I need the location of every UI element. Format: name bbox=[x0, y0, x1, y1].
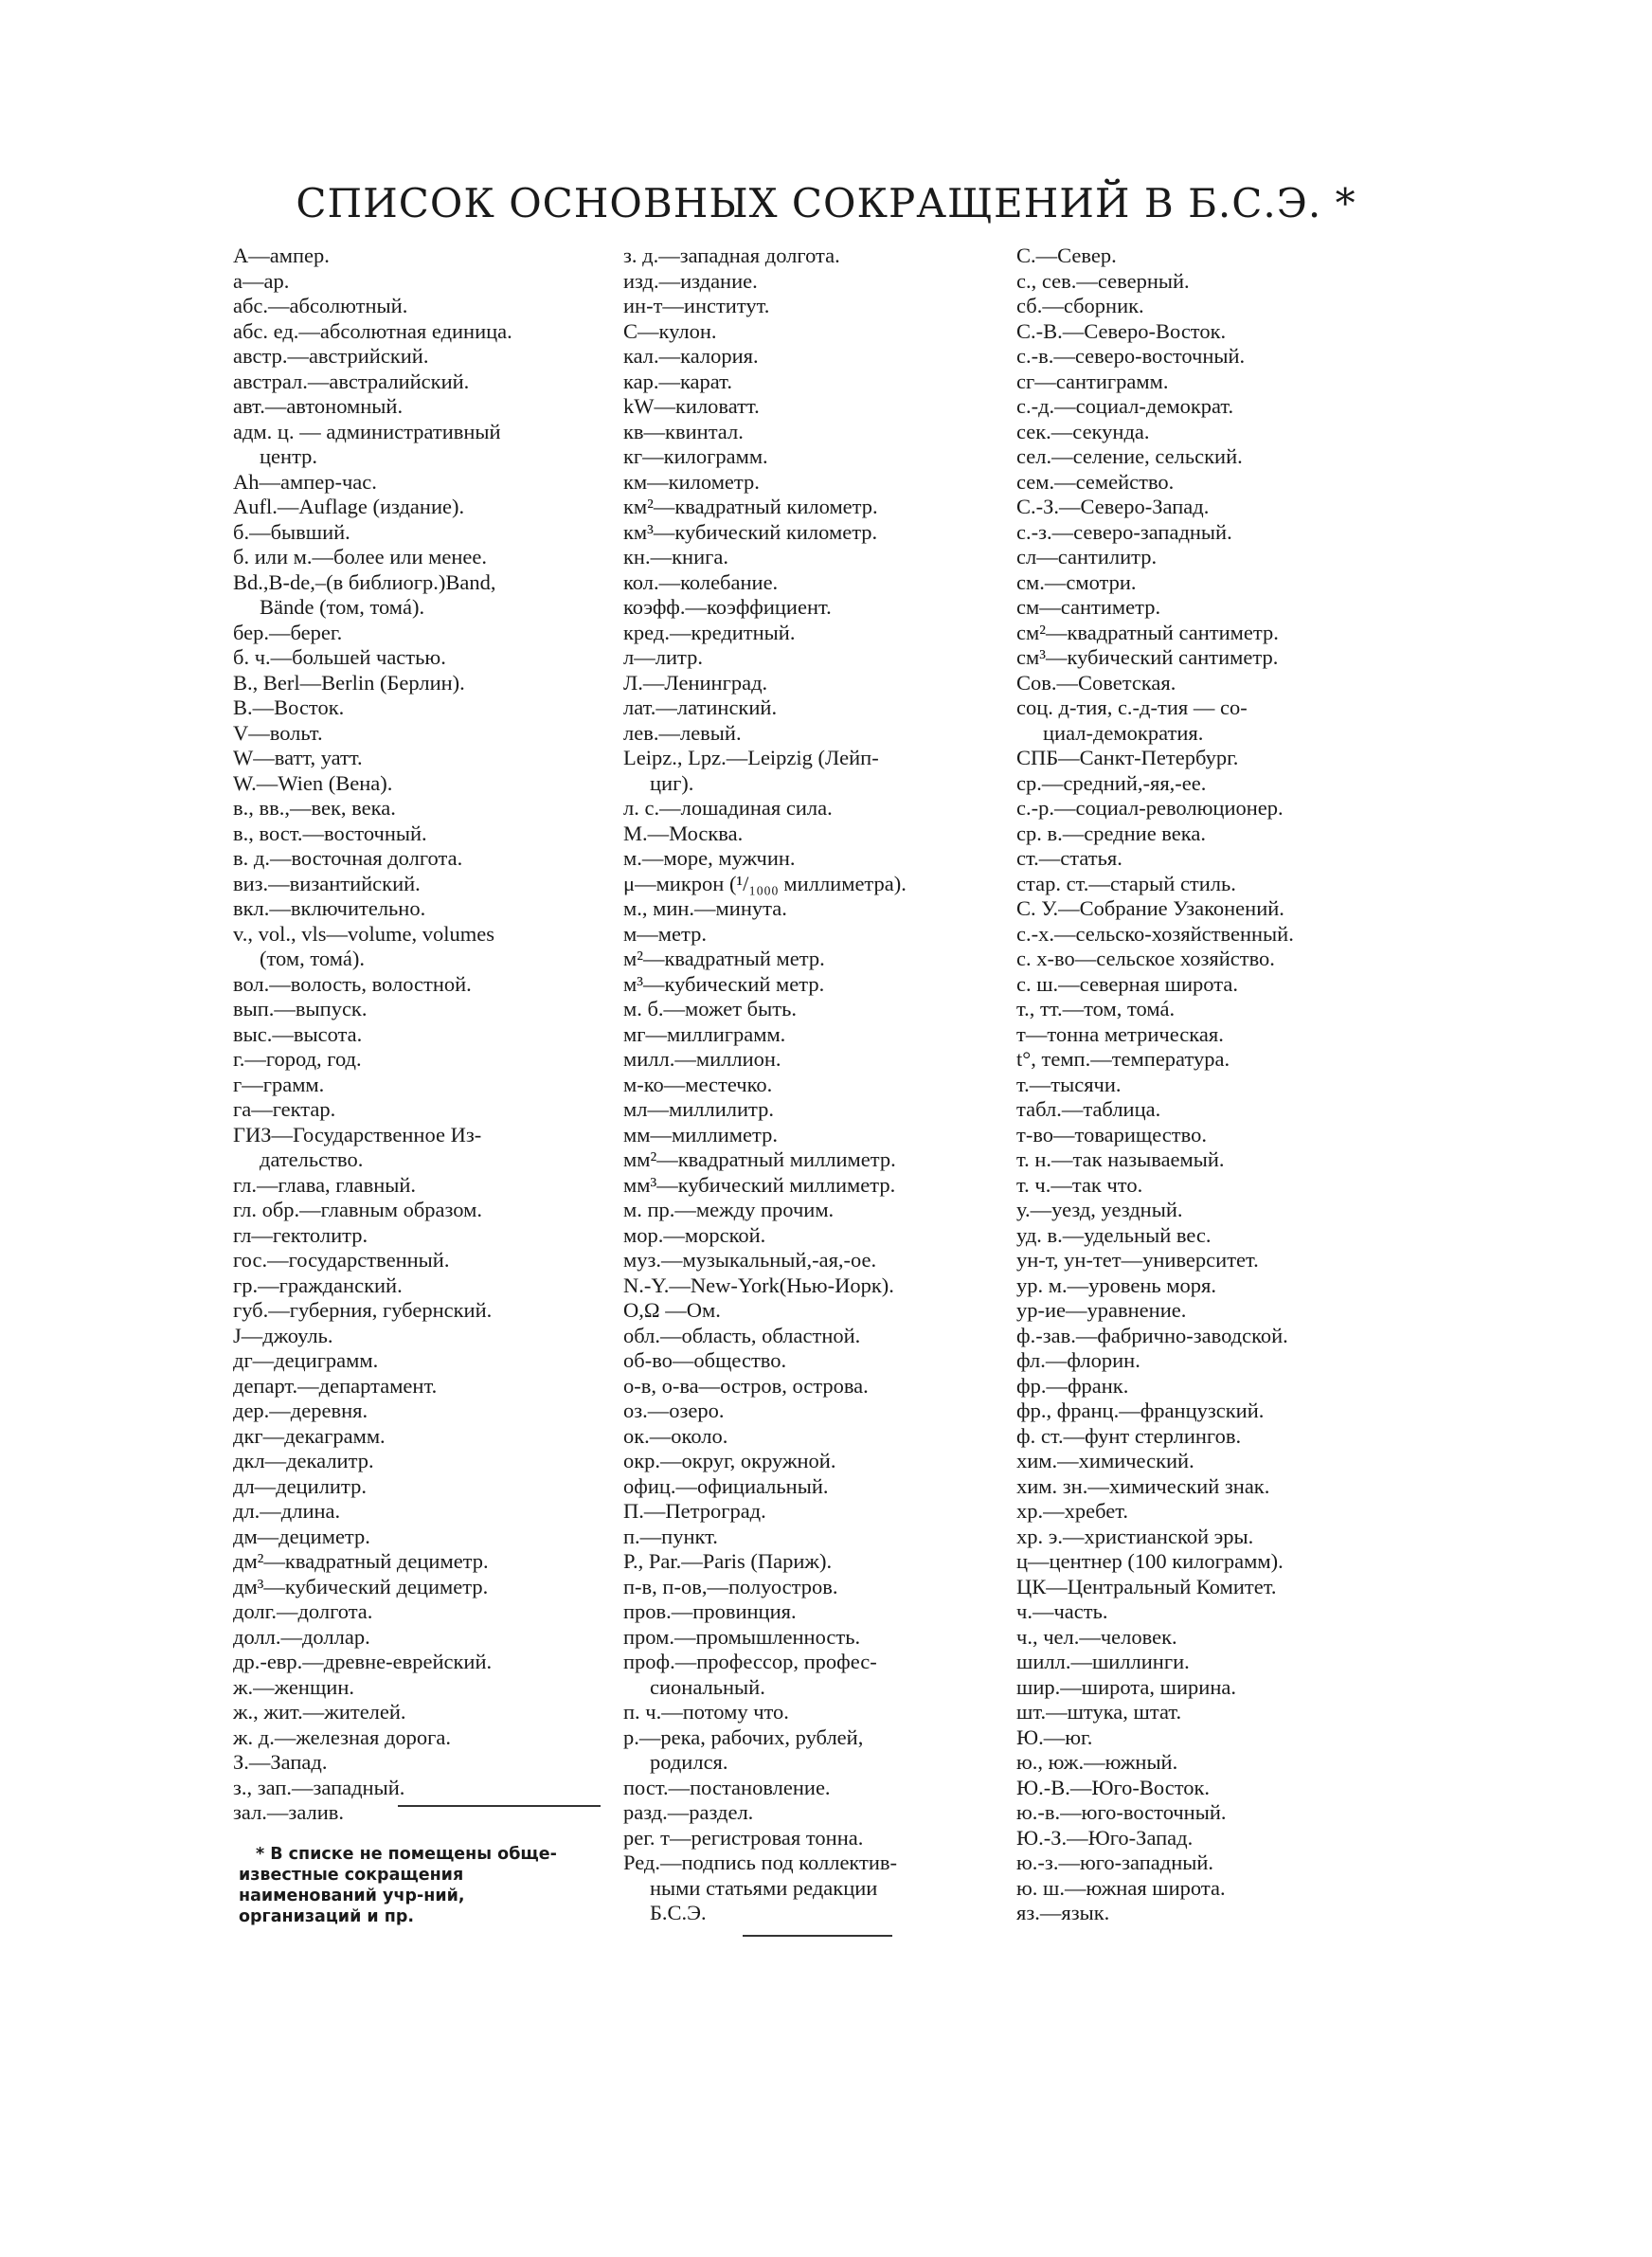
abbreviation-entry: гос.—государственный. bbox=[233, 1248, 450, 1272]
abbreviation-entry: С.—Север. bbox=[1016, 244, 1117, 267]
abbreviation-column-1 bbox=[233, 244, 602, 1826]
abbreviation-entry: ин-т—институт. bbox=[623, 294, 770, 317]
abbreviation-entry: проф.—профессор, профес- bbox=[623, 1650, 877, 1673]
abbreviation-entry: Ю.-В.—Юго-Восток. bbox=[1016, 1775, 1211, 1799]
abbreviation-entry: СПБ—Санкт-Петербург. bbox=[1016, 746, 1239, 769]
abbreviation-entry: авт.—автономный. bbox=[233, 394, 404, 418]
abbreviation-entry: С—кулон. bbox=[623, 318, 717, 343]
abbreviation-entry: О,Ω —Ом. bbox=[623, 1298, 721, 1322]
abbreviation-entry: лат.—латинский. bbox=[623, 695, 778, 719]
abbreviation-entry: мг—миллиграмм. bbox=[623, 1021, 786, 1046]
abbreviation-entry: ун-т, ун-тет—университет. bbox=[1016, 1248, 1259, 1272]
abbreviation-entry: ж.—женщин. bbox=[233, 1674, 354, 1699]
abbreviation-entry: П.—Петроград. bbox=[623, 1499, 766, 1523]
abbreviation-entry: W—ватт, уатт. bbox=[233, 746, 363, 769]
abbreviation-entry: т-во—товарищество. bbox=[1016, 1122, 1207, 1147]
abbreviation-entry: мл—миллилитр. bbox=[623, 1097, 774, 1121]
abbreviation-entry: сек.—секунда. bbox=[1016, 419, 1150, 443]
abbreviation-entry: вкл.—включительно. bbox=[233, 896, 426, 920]
abbreviation-entry: сг—сантиграмм. bbox=[1016, 369, 1169, 393]
abbreviation-entry: офиц.—официальный. bbox=[623, 1473, 829, 1498]
abbreviation-entry: км²—квадратный километр. bbox=[623, 495, 878, 518]
abbreviation-entry: фл.—флорин. bbox=[1016, 1348, 1140, 1372]
abbreviation-entry: департ.—департамент. bbox=[233, 1373, 438, 1398]
abbreviation-entry: гл.—глава, главный. bbox=[233, 1172, 417, 1197]
abbreviation-entry: гл—гектолитр. bbox=[233, 1222, 368, 1247]
abbreviation-entry: кар.—карат. bbox=[623, 369, 732, 393]
abbreviation-entry: дг—дециграмм. bbox=[233, 1348, 379, 1372]
footnote: * В списке не помещены обще-известные сокращения наименований учр-ний, организаций и пр. bbox=[239, 1845, 557, 1926]
abbreviation-entry: ф.-зав.—фабрично-заводской. bbox=[1016, 1323, 1288, 1347]
abbreviation-entry: стар. ст.—старый стиль. bbox=[1016, 871, 1236, 895]
abbreviation-entry: дм²—квадратный дециметр. bbox=[233, 1549, 489, 1573]
abbreviation-entry: м—метр. bbox=[623, 921, 707, 946]
abbreviation-entry: (том, томá). bbox=[260, 947, 366, 970]
abbreviation-entry: разд.—раздел. bbox=[623, 1800, 754, 1824]
abbreviation-entry: ср.—средний,-яя,-ее. bbox=[1016, 770, 1207, 795]
abbreviation-entry: б. или м.—более или менее. bbox=[233, 545, 488, 569]
abbreviation-entry: Ред.—подпись под коллектив- bbox=[623, 1851, 898, 1874]
abbreviation-entry: дер.—деревня. bbox=[233, 1399, 368, 1422]
abbreviation-entry: Leipz., Lpz.—Leipzig (Лейп- bbox=[623, 746, 879, 769]
abbreviation-entry: в., вост.—восточный. bbox=[233, 821, 427, 845]
abbreviation-entry: т—тонна метрическая. bbox=[1016, 1021, 1224, 1046]
abbreviation-entry: t°, темп.—температура. bbox=[1016, 1047, 1230, 1071]
abbreviation-entry: кн.—книга. bbox=[623, 545, 728, 569]
abbreviation-entry: т. ч.—так что. bbox=[1016, 1172, 1143, 1197]
abbreviation-entry: см²—квадратный сантиметр. bbox=[1016, 620, 1279, 644]
abbreviation-entry: км³—кубический километр. bbox=[623, 519, 878, 544]
abbreviation-entry: лев.—левый. bbox=[623, 720, 742, 745]
abbreviation-entry: С.-В.—Северо-Восток. bbox=[1016, 318, 1227, 343]
abbreviation-entry: З.—Запад. bbox=[233, 1750, 328, 1774]
abbreviation-entry: дм³—кубический дециметр. bbox=[233, 1574, 489, 1598]
abbreviation-entry: см³—кубический сантиметр. bbox=[1016, 645, 1279, 669]
abbreviation-entry: т.—тысячи. bbox=[1016, 1072, 1122, 1096]
abbreviation-entry: м-ко—местечко. bbox=[623, 1072, 773, 1096]
abbreviation-entry: км—километр. bbox=[623, 469, 760, 494]
abbreviation-entry: дательство. bbox=[260, 1147, 364, 1171]
abbreviation-entry: вып.—выпуск. bbox=[233, 997, 368, 1020]
abbreviation-entry: Ю.—юг. bbox=[1016, 1724, 1093, 1749]
abbreviation-entry: абс. ед.—абсолютная единица. bbox=[233, 318, 512, 343]
abbreviation-entry: С. У.—Собрание Узаконений. bbox=[1016, 896, 1284, 920]
abbreviation-entry: шт.—штука, штат. bbox=[1016, 1700, 1182, 1724]
abbreviation-entry: ю. ш.—южная широта. bbox=[1016, 1875, 1226, 1900]
abbreviation-entry: N.-Y.—New-York(Нью-Иорк). bbox=[623, 1273, 894, 1297]
abbreviation-entry: га—гектар. bbox=[233, 1097, 336, 1121]
abbreviation-entry: обл.—область, областной. bbox=[623, 1323, 861, 1347]
abbreviation-entry: родился. bbox=[650, 1750, 728, 1774]
abbreviation-entry: мм—миллиметр. bbox=[623, 1122, 778, 1147]
abbreviation-entry: В.—Восток. bbox=[233, 695, 345, 719]
abbreviation-entry: г.—город, год. bbox=[233, 1047, 362, 1071]
abbreviation-entry: л—литр. bbox=[623, 645, 703, 669]
abbreviation-entry: с.-з.—северо-западный. bbox=[1016, 519, 1232, 544]
abbreviation-entry: табл.—таблица. bbox=[1016, 1097, 1161, 1121]
abbreviation-entry: Ю.-З.—Юго-Запад. bbox=[1016, 1825, 1194, 1850]
abbreviation-entry: гл. обр.—главным образом. bbox=[233, 1198, 482, 1221]
abbreviation-entry: выс.—высота. bbox=[233, 1021, 363, 1046]
abbreviation-entry: муз.—музыкальный,-ая,-ое. bbox=[623, 1248, 877, 1272]
abbreviation-entry: м. пр.—между прочим. bbox=[623, 1198, 835, 1221]
abbreviation-entry: м²—квадратный метр. bbox=[623, 947, 825, 970]
abbreviation-entry: з. д.—западная долгота. bbox=[623, 244, 840, 267]
abbreviation-entry: соц. д-тия, с.-д-тия — со- bbox=[1016, 695, 1248, 719]
abbreviation-entry: V—вольт. bbox=[233, 720, 323, 745]
abbreviation-entry: л. с.—лошадиная сила. bbox=[623, 796, 833, 820]
abbreviation-entry: м., мин.—минута. bbox=[623, 896, 787, 920]
abbreviation-entry: Б.С.Э. bbox=[650, 1901, 707, 1924]
abbreviation-entry: вол.—волость, волостной. bbox=[233, 971, 472, 996]
abbreviation-entry: ч.—часть. bbox=[1016, 1599, 1108, 1623]
abbreviation-entry: ст.—статья. bbox=[1016, 846, 1122, 870]
abbreviation-entry: о-в, о-ва—остров, острова. bbox=[623, 1373, 869, 1398]
abbreviation-entry: сл—сантилитр. bbox=[1016, 545, 1158, 569]
abbreviation-entry: ц—центнер (100 килограмм). bbox=[1016, 1549, 1284, 1573]
abbreviation-entry: С.-З.—Северо-Запад. bbox=[1016, 495, 1210, 518]
abbreviation-entry: М.—Москва. bbox=[623, 821, 744, 845]
page-title: СПИСОК ОСНОВНЫХ СОКРАЩЕНИЙ В Б.С.Э. * bbox=[296, 180, 1356, 226]
abbreviation-entry: с.-в.—северо-восточный. bbox=[1016, 344, 1246, 368]
abbreviation-entry: р.—река, рабочих, рублей, bbox=[623, 1724, 864, 1749]
abbreviation-entry: шилл.—шиллинги. bbox=[1016, 1650, 1190, 1673]
abbreviation-entry: ср. в.—средние века. bbox=[1016, 821, 1206, 845]
abbreviation-entry: шир.—широта, ширина. bbox=[1016, 1674, 1236, 1699]
abbreviation-entry: долг.—долгота. bbox=[233, 1599, 373, 1623]
abbreviation-entry: дкг—декаграмм. bbox=[233, 1423, 386, 1448]
abbreviation-entry: п. ч.—потому что. bbox=[623, 1700, 789, 1724]
abbreviation-entry: губ.—губерния, губернский. bbox=[233, 1298, 493, 1322]
abbreviation-entry: пров.—провинция. bbox=[623, 1599, 797, 1623]
abbreviation-entry: кол.—колебание. bbox=[623, 569, 779, 594]
abbreviation-entry: см.—смотри. bbox=[1016, 569, 1137, 594]
abbreviation-entry: ными статьями редакции bbox=[650, 1875, 878, 1900]
abbreviation-entry: сиональный. bbox=[650, 1674, 765, 1699]
abbreviation-entry: kW—киловатт. bbox=[623, 394, 760, 418]
abbreviation-entry: кред.—кредитный. bbox=[623, 620, 796, 644]
abbreviation-entry: уд. в.—удельный вес. bbox=[1016, 1222, 1212, 1247]
abbreviation-entry: Bd.,B-de,–(в библиогр.)Band, bbox=[233, 569, 496, 594]
abbreviation-entry: сел.—селение, сельский. bbox=[1016, 444, 1243, 468]
abbreviation-entry: кал.—калория. bbox=[623, 344, 759, 368]
abbreviation-entry: фр.—франк. bbox=[1016, 1373, 1129, 1398]
abbreviation-entry: гр.—гражданский. bbox=[233, 1273, 403, 1297]
abbreviation-entry: ф. ст.—фунт стерлингов. bbox=[1016, 1423, 1242, 1448]
abbreviation-entry: т., тт.—том, томá. bbox=[1016, 997, 1176, 1020]
abbreviation-entry: м.—море, мужчин. bbox=[623, 846, 796, 870]
abbreviation-entry: м. б.—может быть. bbox=[623, 997, 797, 1020]
abbreviation-entry: п.—пункт. bbox=[623, 1524, 718, 1548]
abbreviation-entry: пром.—промышленность. bbox=[623, 1624, 861, 1649]
abbreviation-entry: г—грамм. bbox=[233, 1072, 325, 1096]
abbreviation-entry: с.-д.—социал-демократ. bbox=[1016, 394, 1234, 418]
abbreviation-entry: изд.—издание. bbox=[623, 268, 758, 293]
abbreviation-column-3 bbox=[1016, 244, 1395, 1926]
abbreviation-entry: кг—килограмм. bbox=[623, 444, 768, 468]
abbreviation-entry: ж. д.—железная дорога. bbox=[233, 1724, 452, 1749]
abbreviation-entry: виз.—византийский. bbox=[233, 871, 421, 895]
abbreviation-entry: с., сев.—северный. bbox=[1016, 268, 1190, 293]
abbreviation-entry: в., вв.,—век, века. bbox=[233, 796, 396, 820]
abbreviation-entry: б. ч.—большей частью. bbox=[233, 645, 446, 669]
abbreviation-entry: ок.—около. bbox=[623, 1423, 728, 1448]
abbreviation-entry: v., vol., vls—volume, volumes bbox=[233, 921, 495, 946]
abbreviation-entry: P., Par.—Paris (Париж). bbox=[623, 1549, 833, 1573]
abbreviation-entry: м³—кубический метр. bbox=[623, 971, 825, 996]
abbreviation-entry: т. н.—так называемый. bbox=[1016, 1147, 1225, 1171]
abbreviation-entry: хр. э.—христианской эры. bbox=[1016, 1524, 1254, 1548]
abbreviation-entry: с. х-во—сельское хозяйство. bbox=[1016, 947, 1275, 970]
abbreviation-entry: зал.—залив. bbox=[233, 1800, 345, 1824]
abbreviation-entry: ур-ие—уравнение. bbox=[1016, 1298, 1187, 1322]
abbreviation-entry: Ah—ампер-час. bbox=[233, 469, 377, 494]
abbreviation-entry: австр.—австрийский. bbox=[233, 344, 429, 368]
abbreviation-entry: J—джоуль. bbox=[233, 1323, 333, 1347]
abbreviation-entry: австрал.—австралийский. bbox=[233, 369, 470, 393]
abbreviation-entry: мм²—квадратный миллиметр. bbox=[623, 1147, 896, 1171]
abbreviation-entry: Aufl.—Auflage (издание). bbox=[233, 495, 465, 518]
abbreviation-entry: циал-демократия. bbox=[1043, 720, 1204, 745]
abbreviation-entry: ю.-з.—юго-западный. bbox=[1016, 1851, 1214, 1874]
abbreviation-entry: у.—уезд, уездный. bbox=[1016, 1198, 1183, 1221]
abbreviation-entry: ж., жит.—жителей. bbox=[233, 1700, 406, 1724]
abbreviation-entry: ГИЗ—Государственное Из- bbox=[233, 1122, 482, 1147]
abbreviation-entry: ю.-в.—юго-восточный. bbox=[1016, 1800, 1227, 1824]
abbreviation-entry: с. ш.—северная широта. bbox=[1016, 971, 1238, 996]
abbreviation-entry: дл—децилитр. bbox=[233, 1473, 367, 1498]
abbreviation-entry: мор.—морской. bbox=[623, 1222, 766, 1247]
abbreviation-entry: коэфф.—коэффициент. bbox=[623, 595, 832, 619]
abbreviation-entry: центр. bbox=[260, 444, 318, 468]
abbreviation-entry: долл.—доллар. bbox=[233, 1624, 370, 1649]
abbreviation-entry: кв—квинтал. bbox=[623, 419, 744, 443]
abbreviation-entry: ЦК—Центральный Комитет. bbox=[1016, 1574, 1277, 1598]
abbreviation-entry: см—сантиметр. bbox=[1016, 595, 1161, 619]
end-divider bbox=[743, 1935, 892, 1937]
abbreviation-entry: хим. зн.—химический знак. bbox=[1016, 1473, 1270, 1498]
abbreviation-entry: хр.—хребет. bbox=[1016, 1499, 1129, 1523]
abbreviation-entry: ю., юж.—южный. bbox=[1016, 1750, 1178, 1774]
abbreviation-column-2 bbox=[623, 244, 1006, 1926]
abbreviation-entry: милл.—миллион. bbox=[623, 1047, 781, 1071]
abbreviation-entry: рег. т—регистровая тонна. bbox=[623, 1825, 864, 1850]
abbreviation-entry: дкл—декалитр. bbox=[233, 1449, 374, 1472]
abbreviation-entry: пост.—постановление. bbox=[623, 1775, 831, 1799]
abbreviation-entry: дм—дециметр. bbox=[233, 1524, 370, 1548]
abbreviation-entry: B., Berl—Berlin (Берлин). bbox=[233, 670, 465, 695]
abbreviation-entry: дл.—длина. bbox=[233, 1499, 341, 1523]
abbreviation-entry: окр.—округ, окружной. bbox=[623, 1449, 836, 1472]
abbreviation-entry: циг). bbox=[650, 770, 694, 795]
abbreviation-entry: мм³—кубический миллиметр. bbox=[623, 1172, 896, 1197]
abbreviation-entry: об-во—общество. bbox=[623, 1348, 787, 1372]
abbreviation-entry: Л.—Ленинград. bbox=[623, 670, 768, 695]
abbreviation-entry: др.-евр.—древне-еврейский. bbox=[233, 1650, 493, 1673]
abbreviation-entry: ур. м.—уровень моря. bbox=[1016, 1273, 1216, 1297]
abbreviation-entry: яз.—язык. bbox=[1016, 1901, 1110, 1924]
abbreviation-entry: А—ампер. bbox=[233, 244, 330, 267]
abbreviation-entry: сем.—семейство. bbox=[1016, 469, 1175, 494]
abbreviation-entry: п-в, п-ов,—полуостров. bbox=[623, 1574, 838, 1598]
footnote-divider bbox=[398, 1805, 601, 1807]
abbreviation-entry: хим.—химический. bbox=[1016, 1449, 1194, 1472]
abbreviation-entry: Bände (том, томá). bbox=[260, 595, 425, 619]
abbreviation-entry: з., зап.—западный. bbox=[233, 1775, 405, 1799]
abbreviation-entry: сб.—сборник. bbox=[1016, 294, 1144, 317]
abbreviation-entry: ч., чел.—человек. bbox=[1016, 1624, 1177, 1649]
abbreviation-entry: оз.—озеро. bbox=[623, 1399, 725, 1422]
abbreviation-entry: μ—микрон (¹/₁₀₀₀ миллиметра). bbox=[623, 871, 907, 895]
abbreviation-entry: а—ар. bbox=[233, 268, 290, 293]
abbreviation-entry: в. д.—восточная долгота. bbox=[233, 846, 463, 870]
abbreviation-entry: бер.—берег. bbox=[233, 620, 343, 644]
abbreviation-entry: б.—бывший. bbox=[233, 519, 350, 544]
abbreviation-entry: фр., франц.—французский. bbox=[1016, 1399, 1265, 1422]
abbreviation-entry: абс.—абсолютный. bbox=[233, 294, 408, 317]
abbreviation-entry: Сов.—Советская. bbox=[1016, 670, 1176, 695]
abbreviation-entry: с.-р.—социал-революционер. bbox=[1016, 796, 1284, 820]
abbreviation-entry: адм. ц. — административный bbox=[233, 419, 501, 443]
abbreviation-entry: W.—Wien (Вена). bbox=[233, 770, 393, 795]
abbreviation-entry: с.-х.—сельско-хозяйственный. bbox=[1016, 921, 1294, 946]
